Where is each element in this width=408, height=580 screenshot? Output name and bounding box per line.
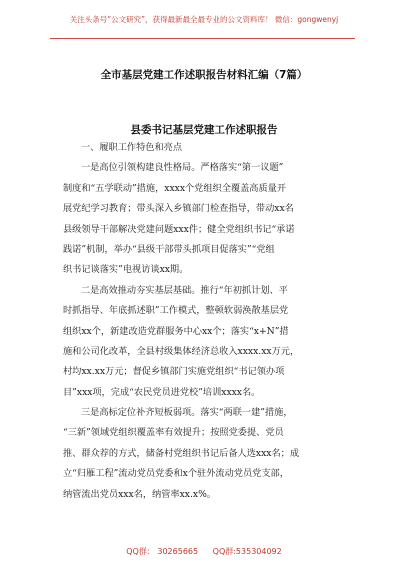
- body-line: 目”xxx项，完成“农民党员进党校”培训xxxx名。: [63, 386, 261, 398]
- body-line: 县级领导干部解决党建问题xxx件；健全党组织书记“承诺: [63, 223, 295, 235]
- header-divider: [50, 38, 355, 39]
- body-line: “三新”领域党组织覆盖率有效提升；按照党委提、党员: [63, 427, 284, 439]
- footer-contact: [0, 546, 408, 557]
- header-banner: 关注头条号“公文研究”，获得最新最全最专业的公文资料库！ 微信：gongwenyj: [69, 15, 339, 24]
- body-line: 一是高位引领构建良性格局。严格落实“第一议题”: [81, 162, 284, 174]
- body-line: 制度和“五学联动”措施，xxxx个党组织全覆盖高质量开: [63, 182, 287, 194]
- body-line: 时抓指导、年底抓述职”工作模式，整顿软弱涣散基层党: [63, 305, 289, 317]
- qq-group-2: QQ群:535304092: [212, 547, 282, 556]
- body-line: 践诺”机制，举办“县级干部带头抓项目促落实”“党组: [63, 243, 275, 255]
- body-line: 织书记谈落实”电视访谈xx期。: [63, 264, 189, 276]
- body-line: 二是高效推动夯实基层基础。推行“年初抓计划、平: [81, 284, 288, 296]
- body-line: 一、履职工作特色和亮点: [81, 142, 183, 153]
- body-line: 施和公司化改革，全县村级集体经济总收入xxxx.xx万元，: [63, 345, 300, 357]
- qq-group-1: QQ群： 30265665: [126, 547, 199, 556]
- section-title: 县委书记基层党建工作述职报告: [130, 124, 278, 136]
- document-main-title: 全市基层党建工作述职报告材料汇编（7篇）: [100, 69, 308, 81]
- body-line: 组织xx个，新建改造党群服务中心xx个；落实“x+N”措: [63, 325, 289, 337]
- body-line: 三是高标定位补齐短板弱项。落实“两联一建”措施，: [81, 407, 293, 419]
- body-line: 村均xx.xx万元；督促乡镇部门实施党组织“书记领办项: [63, 366, 285, 378]
- body-line: 立“归雁工程”流动党员党委和x个驻外流动党员党支部，: [63, 468, 289, 480]
- body-line: 展党纪学习教育；带头深入乡镇部门检查指导，带动xx名: [63, 203, 294, 215]
- body-line: 纳管流出党员xxx名，纳管率xx.x%。: [63, 488, 216, 500]
- document-body: [63, 138, 353, 505]
- body-line: 推、群众荐的方式，储备村党组织书记后备人选xxx名；成: [63, 447, 300, 459]
